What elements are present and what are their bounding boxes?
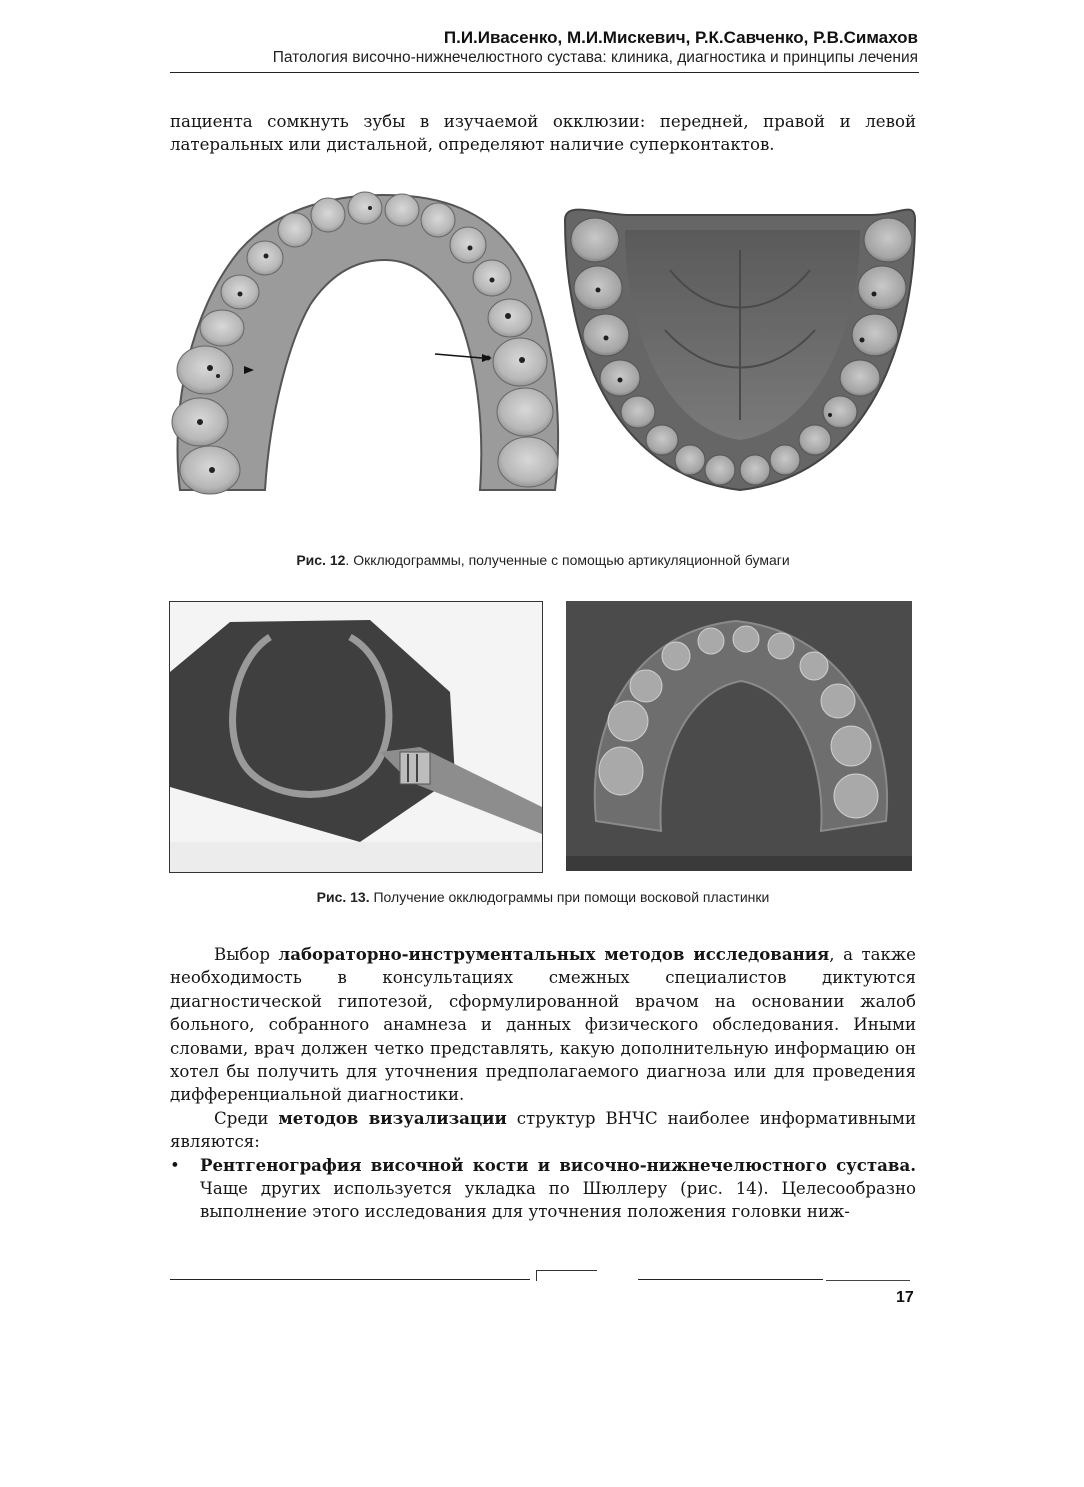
figure-13-wax-plate-image (169, 601, 543, 873)
bullet-radiography-bold: Рентгенография височной кости и височно-нижнечелюстного сустава. (200, 1154, 916, 1175)
figure-13-caption-text: Получение окклюдограммы при помощи восковой пластинки (369, 889, 770, 905)
header-book-title: Патология височно-нижнечелюстного сустава: клиника, диагностика и принципы лечения (272, 49, 918, 66)
figure-13-wax-impression-image (566, 601, 912, 871)
upper-arch-occlusogram (565, 210, 915, 490)
bullet-marker: • (170, 1155, 180, 1175)
paragraph-visualization-lead: Среди (214, 1108, 279, 1128)
figure-12-caption (170, 552, 916, 568)
page-number: 17 (896, 1289, 914, 1306)
footer-rule-right (638, 1279, 823, 1280)
figure-12-label: Рис. 12 (296, 552, 346, 568)
paragraph-lab-methods-lead: Выбор (214, 945, 279, 964)
paragraph-lab-methods-bold: лабораторно-инструментальных методов исследования (278, 944, 830, 964)
body-text (170, 943, 916, 1224)
lower-arch-occlusogram (172, 192, 558, 494)
paragraph-visualization (170, 1107, 916, 1154)
header-rule (170, 72, 919, 73)
bullet-radiography-rest: Чаще других используется укладка по Шюллеру (рис. 14). Целесообразно выполнение этого исследования для уточнения положения головки ниж- (200, 1179, 916, 1222)
figure-12-caption-text: . Окклюдограммы, полученные с помощью артикуляционной бумаги (345, 552, 790, 568)
paragraph-lab-methods-rest: , а также необходимость в консультациях смежных специалистов диктуются диагностической гипотезой, сформулированной врачом на основании жалоб больного, собранного анамнеза и данных физического обследования. Иными словами, врач должен четко представлять, какую дополнительную информацию он хотел бы получить для уточнения предполагаемого диагноза или для проведения дифференциальной диагностики. (170, 945, 917, 1105)
footer-rule-end (826, 1280, 910, 1281)
intro-paragraph: пациента сомкнуть зубы в изучаемой окклюзии: передней, правой и левой латеральных или дистальной, определяют наличие суперконтактов. (170, 112, 916, 155)
footer-mark (536, 1270, 597, 1281)
paragraph-lab-methods (170, 943, 916, 1107)
figure-13-caption (170, 889, 916, 905)
bullet-radiography (170, 1154, 916, 1224)
paragraph-visualization-bold: методов визуализации (278, 1107, 507, 1128)
paragraph-visualization-rest: структур ВНЧС наиболее информативными являются: (170, 1108, 917, 1152)
figure-13-label: Рис. 13. (316, 889, 370, 905)
footer-rule (170, 1279, 530, 1280)
header-authors: П.И.Ивасенко, М.И.Мискевич, Р.К.Савченко, Р.В.Симахов (443, 28, 918, 47)
figure-12-image (170, 190, 916, 530)
